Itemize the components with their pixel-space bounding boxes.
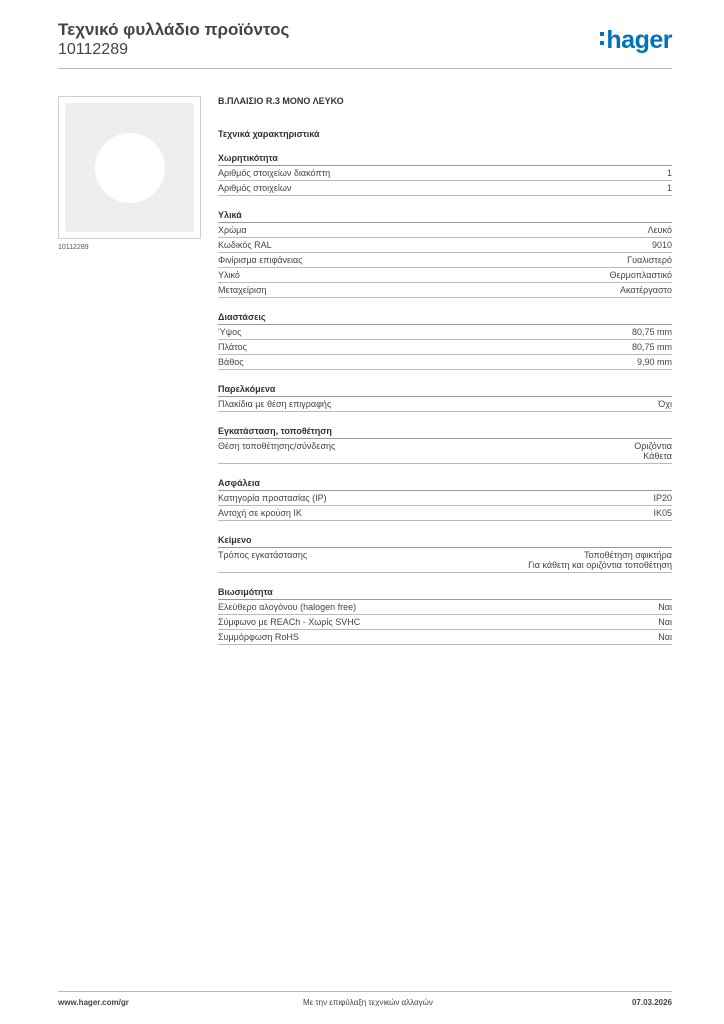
spec-label: Μεταχείριση [218, 285, 267, 295]
spec-row [218, 253, 672, 268]
spec-group [218, 210, 672, 298]
spec-group-title: Υλικά [218, 210, 672, 223]
spec-value-line: Λευκό [647, 225, 672, 235]
spec-row [218, 506, 672, 521]
spec-row [218, 600, 672, 615]
spec-value-line: Οριζόντια [634, 441, 672, 451]
header-divider [58, 68, 672, 69]
spec-value-line: IK05 [653, 508, 672, 518]
hager-logo [600, 26, 672, 55]
spec-value [620, 285, 672, 295]
footer-website[interactable]: www.hager.com/gr [58, 998, 129, 1007]
spec-value-line: 9010 [651, 240, 672, 250]
spec-label: Θέση τοποθέτησης/σύνδεσης [218, 441, 336, 451]
spec-row [218, 181, 672, 196]
logo-text: hager [606, 26, 672, 54]
spec-row [218, 548, 672, 573]
spec-value-line: 1 [666, 183, 672, 193]
spec-value [528, 550, 672, 570]
spec-group-title: Παρελκόμενα [218, 384, 672, 397]
spec-group [218, 535, 672, 573]
spec-row [218, 283, 672, 298]
spec-value-line: Ναι [658, 602, 672, 612]
spec-label: Πλάτος [218, 342, 247, 352]
footer-divider [58, 991, 672, 992]
frame-opening [95, 133, 165, 203]
spec-value-line: Ακατέργαστο [620, 285, 672, 295]
spec-label: Αντοχή σε κρούση IK [218, 508, 302, 518]
spec-group-title: Ασφάλεια [218, 478, 672, 491]
product-image [58, 96, 201, 239]
spec-group-title: Βιωσιμότητα [218, 587, 672, 600]
spec-value-line: Κάθετα [643, 451, 672, 461]
spec-value [667, 168, 672, 178]
footer-disclaimer: Με την επιφύλαξη τεχνικών αλλαγών [303, 998, 433, 1007]
spec-label: Κωδικός RAL [218, 240, 272, 250]
spec-value [667, 183, 672, 193]
spec-value-line: Όχι [658, 399, 672, 409]
spec-label: Σύμφωνο με REACh - Χωρίς SVHC [218, 617, 361, 627]
spec-value [658, 617, 672, 627]
section-heading: Τεχνικά χαρακτηριστικά [218, 129, 320, 139]
spec-value-line: 1 [666, 168, 672, 178]
spec-row [218, 630, 672, 645]
spec-row [218, 325, 672, 340]
spec-value-line: IP20 [653, 493, 672, 503]
spec-value-line: Τοποθέτηση σφικτήρα [584, 550, 672, 560]
spec-row [218, 340, 672, 355]
spec-group [218, 153, 672, 196]
spec-groups [218, 153, 672, 645]
spec-label: Ελεύθερο αλογόνου (halogen free) [218, 602, 357, 612]
spec-row [218, 397, 672, 412]
spec-label: Αριθμός στοιχείων διακόπτη [218, 168, 331, 178]
spec-row [218, 355, 672, 370]
spec-value [658, 632, 672, 642]
spec-value-line: Ναι [658, 617, 672, 627]
spec-value-line: 9,90 mm [636, 357, 672, 367]
spec-value-line: Για κάθετη και οριζόντια τοποθέτηση [528, 560, 672, 570]
spec-value [627, 255, 672, 265]
spec-value [632, 327, 672, 337]
product-title: Β.ΠΛΑΙΣΙΟ R.3 ΜΟΝΟ ΛΕΥΚΟ [218, 96, 344, 106]
spec-row [218, 268, 672, 283]
spec-value [634, 441, 672, 461]
spec-value [653, 508, 672, 518]
spec-group [218, 384, 672, 412]
spec-group-title: Κείμενο [218, 535, 672, 548]
spec-label: Πλακίδια με θέση επιγραφής [218, 399, 332, 409]
spec-row [218, 491, 672, 506]
spec-label: Αριθμός στοιχείων [218, 183, 292, 193]
spec-label: Ύψος [218, 327, 242, 337]
spec-row [218, 166, 672, 181]
spec-value [648, 225, 672, 235]
spec-value-line: 80,75 mm [631, 342, 672, 352]
spec-value-line: Ναι [658, 632, 672, 642]
document-number: 10112289 [58, 41, 128, 58]
spec-label: Κατηγορία προστασίας (IP) [218, 493, 327, 503]
spec-label: Φινίρισμα επιφάνειας [218, 255, 303, 265]
spec-group [218, 426, 672, 464]
page-header [58, 20, 672, 59]
spec-row [218, 439, 672, 464]
footer-date: 07.03.2026 [631, 998, 672, 1007]
logo-dots-icon [600, 32, 604, 46]
spec-value [653, 493, 672, 503]
frame-plate-icon [65, 103, 194, 232]
spec-value [652, 240, 672, 250]
spec-group-title: Χωρητικότητα [218, 153, 672, 166]
spec-group [218, 478, 672, 521]
spec-group-title: Εγκατάσταση, τοποθέτηση [218, 426, 672, 439]
spec-value [610, 270, 672, 280]
spec-row [218, 615, 672, 630]
spec-value-line: Θερμοπλαστικό [609, 270, 672, 280]
image-caption: 10112289 [58, 244, 89, 251]
spec-group [218, 312, 672, 370]
spec-value [658, 602, 672, 612]
spec-value-line: Γυαλιστερό [627, 255, 672, 265]
spec-row [218, 223, 672, 238]
spec-value [658, 399, 672, 409]
document-title: Τεχνικό φυλλάδιο προϊόντος [58, 20, 290, 39]
spec-label: Συμμόρφωση RoHS [218, 632, 299, 642]
spec-group [218, 587, 672, 645]
spec-label: Υλικό [218, 270, 240, 280]
spec-row [218, 238, 672, 253]
spec-value [637, 357, 672, 367]
spec-label: Τρόπος εγκατάστασης [218, 550, 308, 560]
spec-label: Χρώμα [218, 225, 247, 235]
spec-value-line: 80,75 mm [631, 327, 672, 337]
spec-group-title: Διαστάσεις [218, 312, 672, 325]
spec-content [218, 96, 672, 645]
spec-value [632, 342, 672, 352]
spec-label: Βάθος [218, 357, 244, 367]
